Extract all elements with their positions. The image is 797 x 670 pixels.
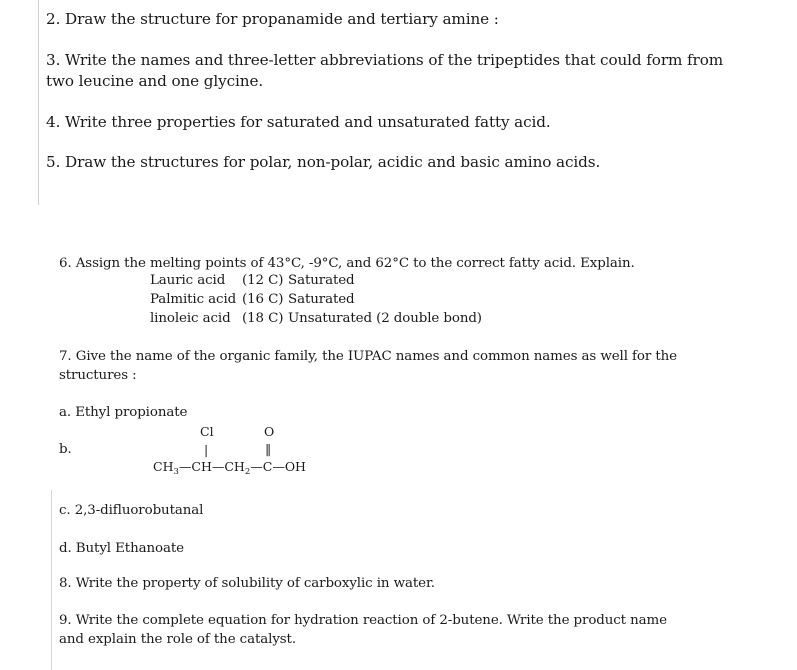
methyl-group: CH (153, 459, 174, 474)
question-9-line-2: and explain the role of the catalyst. (59, 632, 296, 647)
question-2: 2. Draw the structure for propanamide and tertiary amine : (46, 10, 499, 28)
fatty-acid-carbons: (16 C) (242, 292, 284, 307)
fatty-acid-name: Palmitic acid (150, 292, 237, 307)
question-7a: a. Ethyl propionate (59, 405, 188, 420)
fatty-acid-carbons: (18 C) (242, 311, 284, 326)
question-3-line-1: 3. Write the names and three-letter abbreviations of the tripeptides that could form from (46, 51, 724, 69)
fatty-acid-type: Unsaturated (2 double bond) (288, 311, 482, 326)
carboxyl-segment: —C—OH (250, 459, 306, 474)
question-7c: c. 2,3-difluorobutanal (59, 503, 204, 518)
question-3-line-2: two leucine and one glycine. (46, 72, 264, 90)
question-9-line-1: 9. Write the complete equation for hydration reaction of 2-butene. Write the product name (59, 613, 667, 628)
methyl-subscript: 3 (173, 467, 179, 477)
fatty-acid-name: linoleic acid (150, 311, 231, 326)
methylene-subscript: 2 (244, 467, 251, 477)
question-7-line-2: structures : (59, 368, 137, 383)
question-5: 5. Draw the structures for polar, non-polar, acidic and basic amino acids. (46, 153, 601, 171)
chlorine-atom: Cl (200, 424, 214, 439)
question-7b-label: b. (59, 442, 72, 457)
question-4: 4. Write three properties for saturated and unsaturated fatty acid. (46, 113, 551, 131)
structure-formula (153, 459, 306, 477)
fatty-acid-carbons: (12 C) (242, 273, 284, 288)
left-margin-rule (38, 0, 39, 205)
double-bond: ‖ (265, 441, 272, 456)
oxygen-atom: O (264, 424, 275, 439)
left-margin-rule-lower (51, 490, 52, 670)
single-bond: | (204, 442, 209, 457)
question-7d: d. Butyl Ethanoate (59, 541, 184, 556)
chain-segment: —CH—CH (178, 459, 245, 474)
fatty-acid-name: Lauric acid (150, 273, 226, 288)
fatty-acid-type: Saturated (288, 273, 355, 288)
question-7-line-1: 7. Give the name of the organic family, the IUPAC names and common names as well for the (59, 349, 677, 364)
question-8: 8. Write the property of solubility of carboxylic in water. (59, 576, 435, 591)
question-6: 6. Assign the melting points of 43°C, -9°C, and 62°C to the correct fatty acid. Explain. (59, 256, 635, 271)
fatty-acid-type: Saturated (288, 292, 355, 307)
